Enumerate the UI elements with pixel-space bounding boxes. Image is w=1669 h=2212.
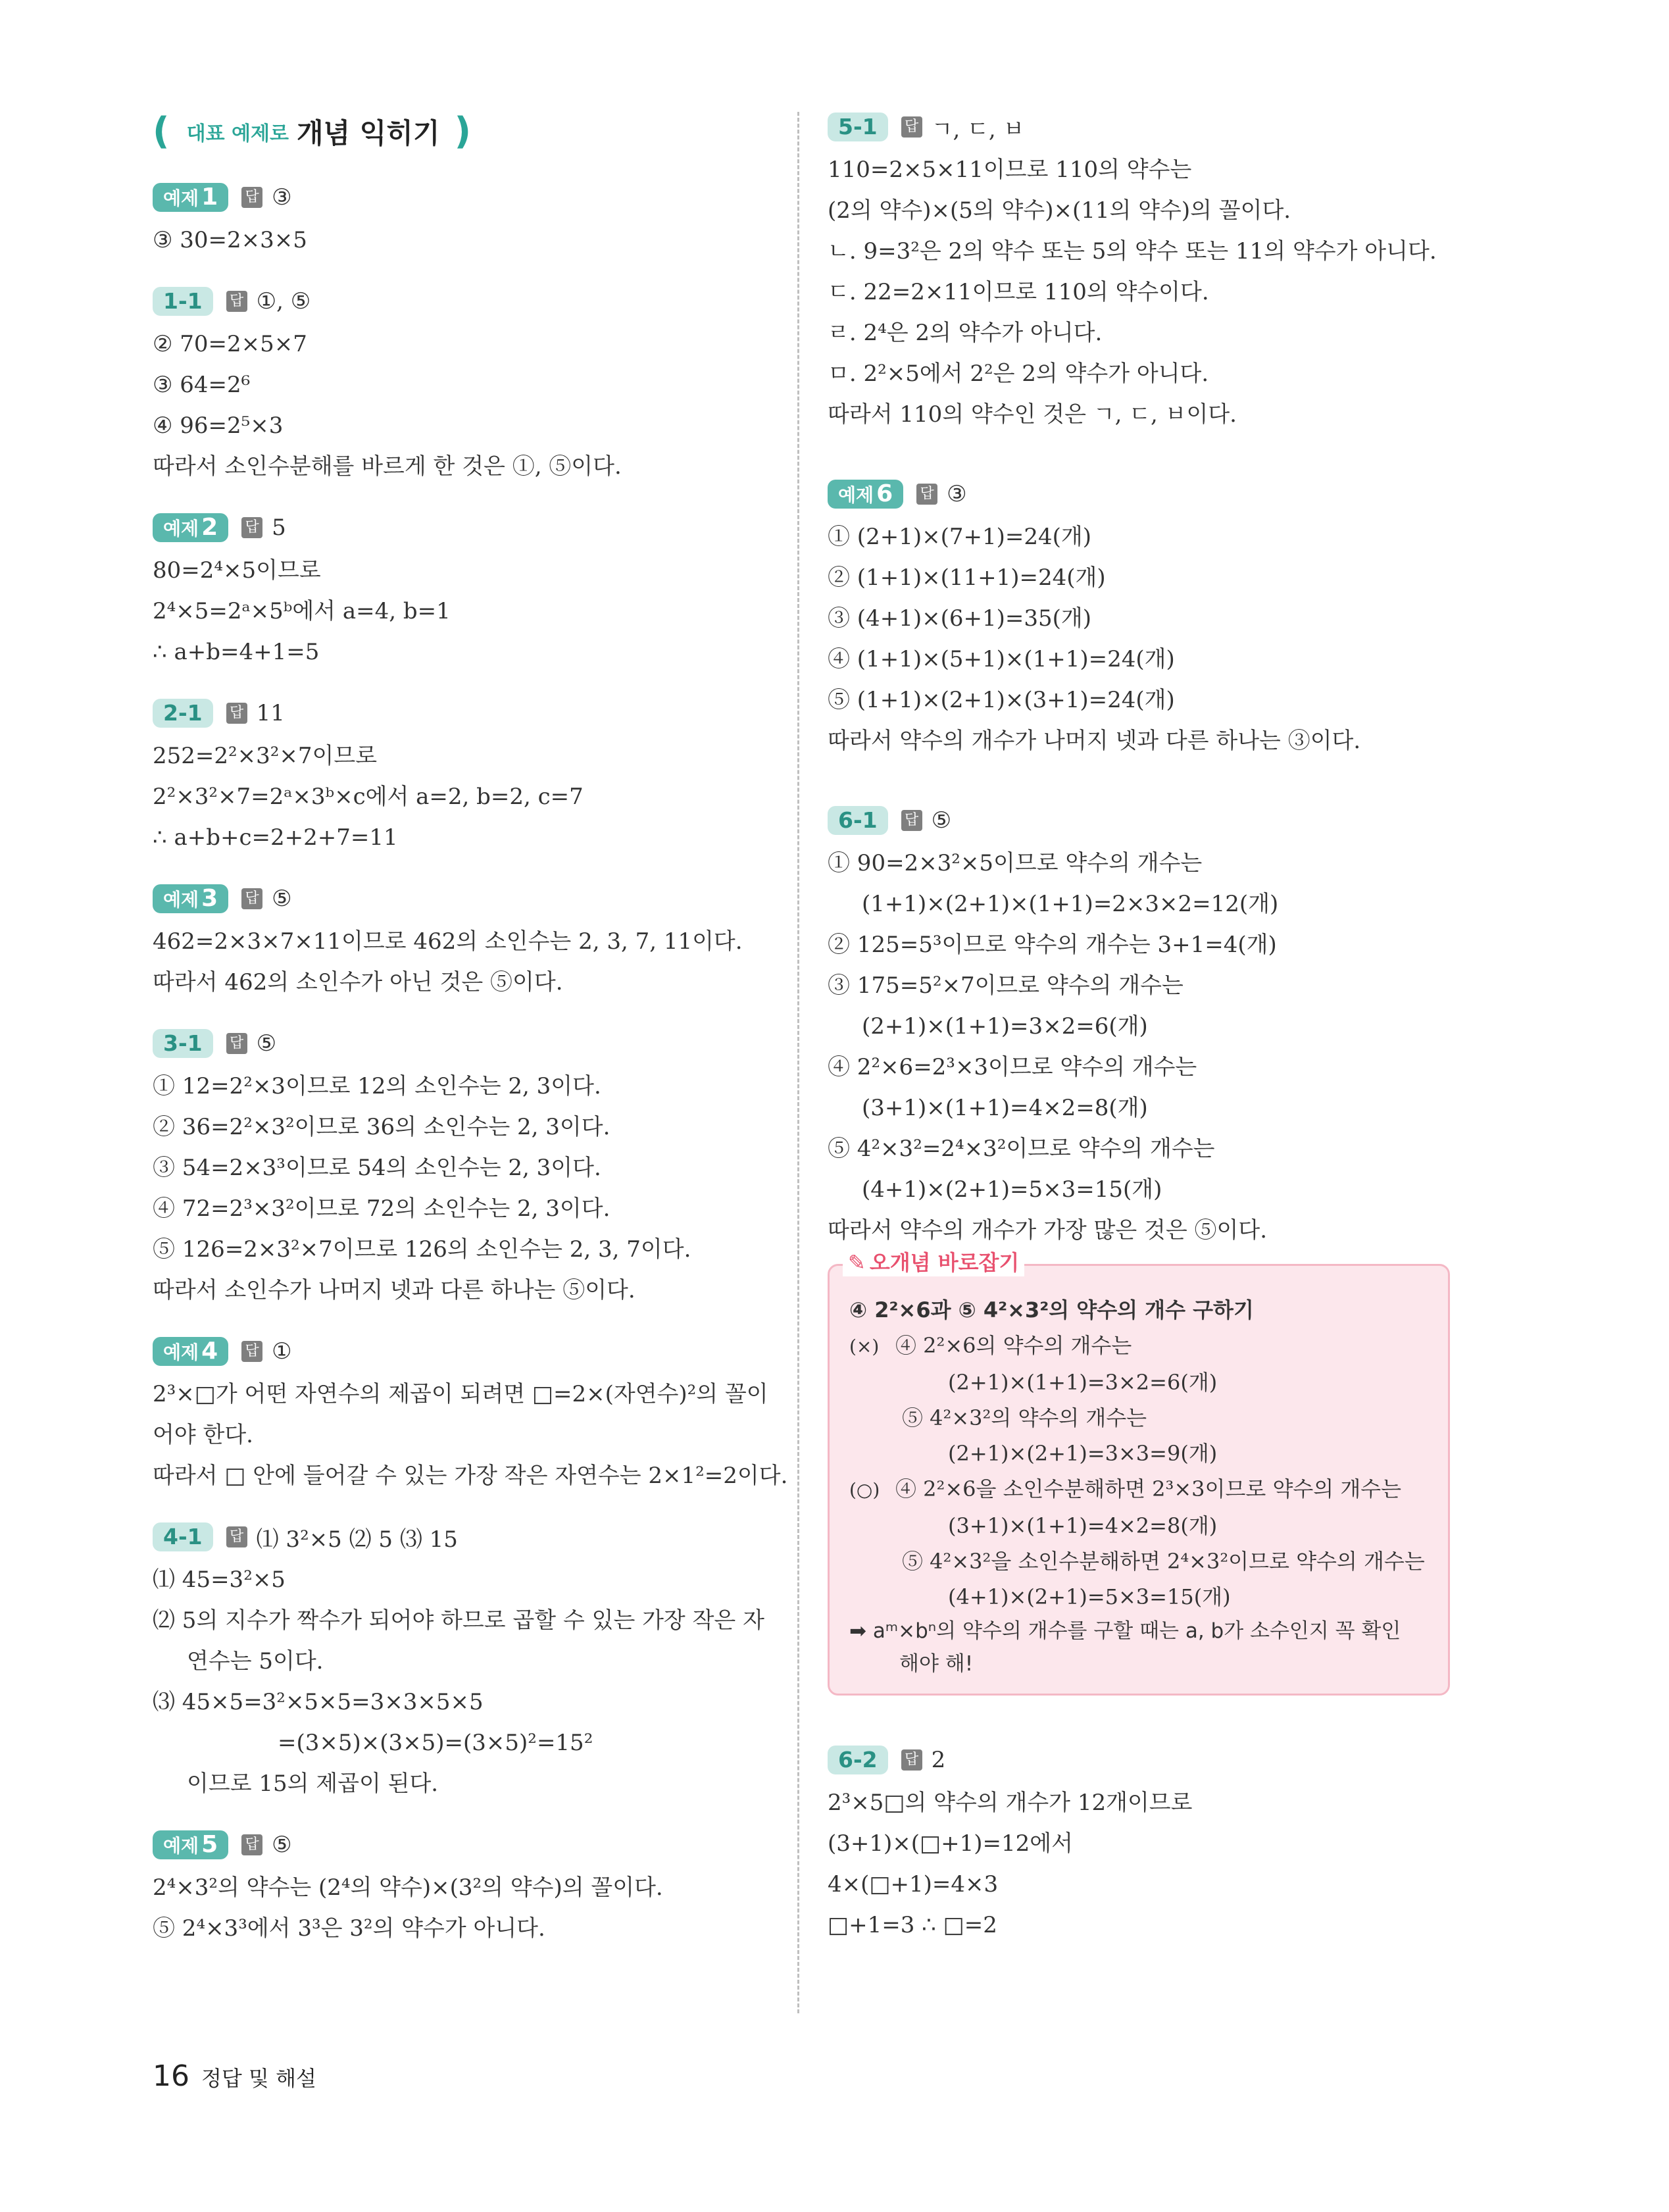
page-title: 정답 및 해설	[201, 2066, 316, 2091]
answer-row	[828, 109, 1446, 145]
problem-badge	[153, 699, 213, 728]
solution-line: 462=2×3×7×11이므로 462의 소인수는 2, 3, 7, 11이다.	[153, 928, 743, 955]
misconception-text: (2+1)×(2+1)=3×3=9(개)	[948, 1441, 1218, 1466]
answer-value: 5	[272, 515, 286, 541]
answer-row	[153, 509, 778, 546]
solution-line: ㄹ. 2⁴은 2의 약수가 아니다.	[828, 320, 1103, 346]
problem-badge	[153, 1522, 213, 1551]
solution-line: ④ 2²×6=2³×3이므로 약수의 개수는	[828, 1054, 1197, 1080]
answer-section	[153, 1025, 778, 1311]
problem-badge-label: 6-2	[838, 1747, 878, 1772]
problem-number: 6	[876, 480, 893, 507]
answer-value: 2	[931, 1747, 946, 1773]
solution-line: 110=2×5×11이므로 110의 약수는	[828, 157, 1192, 183]
answer-section	[153, 509, 778, 672]
problem-badge	[828, 1746, 888, 1774]
misconception-line	[849, 1328, 1428, 1365]
answer-row	[153, 283, 778, 320]
problem-badge	[153, 1337, 228, 1366]
misconception-box	[828, 1250, 1450, 1696]
solution-line: 어야 한다.	[153, 1422, 253, 1448]
misconception-text: (3+1)×(1+1)=4×2=8(개)	[948, 1513, 1218, 1538]
solution-line: (2의 약수)×(5의 약수)×(11의 약수)의 꼴이다.	[828, 197, 1291, 224]
problem-badge-label: 5-1	[838, 114, 878, 139]
solution-line: (2+1)×(1+1)=3×2=6(개)	[862, 1013, 1148, 1040]
answer-label-icon: 답	[241, 1834, 262, 1855]
answer-label-icon: 답	[901, 810, 922, 831]
problem-badge	[153, 1029, 213, 1058]
solution-line: ③ (4+1)×(6+1)=35(개)	[828, 605, 1091, 632]
solution-line: ⑤ 4²×3²=2⁴×3²이므로 약수의 개수는	[828, 1136, 1215, 1162]
solution-line: ③ 175=5²×7이므로 약수의 개수는	[828, 972, 1183, 999]
solution-line: ⑴ 45=3²×5	[153, 1567, 286, 1593]
problem-badge	[153, 513, 228, 542]
problem-badge-label: 예제	[838, 484, 874, 506]
problem-number: 1	[201, 184, 218, 211]
answer-section	[828, 476, 1446, 761]
problem-badge-label: 2-1	[163, 700, 203, 726]
page-footer	[153, 2059, 316, 2093]
answer-section	[153, 695, 778, 858]
answer-row	[153, 695, 778, 732]
misconception-note-cont: 해야 해!	[899, 1652, 974, 1676]
solution-line: ② 36=2²×3²이므로 36의 소인수는 2, 3이다.	[153, 1114, 610, 1140]
solution-line: 4×(□+1)=4×3	[828, 1871, 999, 1898]
problem-badge-label: 예제	[163, 1835, 199, 1857]
answer-value: ㄱ, ㄷ, ㅂ	[931, 116, 1025, 143]
answer-section	[153, 1519, 778, 1804]
answer-label-icon: 답	[241, 888, 262, 909]
problem-badge-label: 1-1	[163, 288, 203, 314]
solution-line: ③ 64=2⁶	[153, 372, 251, 398]
answer-label-icon: 답	[241, 1341, 262, 1362]
misconception-line	[849, 1579, 1428, 1615]
right-sections	[828, 109, 1446, 1251]
solution-line: ② 70=2×5×7	[153, 331, 307, 357]
answer-label-icon: 답	[226, 1526, 247, 1547]
solution-line: 이므로 15의 제곱이 된다.	[187, 1771, 439, 1797]
answer-value: ⑤	[931, 807, 952, 834]
solution-line: ① (2+1)×(7+1)=24(개)	[828, 524, 1091, 550]
page-number: 16	[153, 2059, 189, 2093]
solution-line: 연수는 5이다.	[187, 1648, 324, 1674]
answer-row	[153, 179, 778, 216]
misconception-line	[849, 1508, 1428, 1544]
misconception-mark: (×)	[849, 1336, 880, 1357]
solution-line: (3+1)×(□+1)=12에서	[828, 1830, 1073, 1857]
answer-label-icon: 답	[901, 116, 922, 138]
header-title: 개념 익히기	[296, 117, 440, 149]
solution-line: 따라서 소인수분해를 바르게 한 것은 ①, ⑤이다.	[153, 453, 622, 480]
solution-line: 80=2⁴×5이므로	[153, 557, 321, 584]
answer-row	[153, 1826, 778, 1863]
solution-line: ④ (1+1)×(5+1)×(1+1)=24(개)	[828, 646, 1175, 672]
solution-line: 따라서 약수의 개수가 나머지 넷과 다른 하나는 ③이다.	[828, 728, 1361, 754]
problem-badge	[153, 1830, 228, 1859]
answer-section	[828, 1742, 1446, 1946]
left-column	[153, 99, 788, 1949]
solution-line: 따라서 □ 안에 들어갈 수 있는 가장 작은 자연수는 2×1²=2이다.	[153, 1463, 788, 1489]
problem-badge	[153, 183, 228, 212]
misconception-line	[849, 1471, 1428, 1508]
solution-line: ∴ a+b=4+1=5	[153, 639, 320, 665]
misconception-note: ➡ aᵐ×bⁿ의 약수의 개수를 구할 때는 a, b가 소수인지 꼭 확인	[849, 1619, 1401, 1643]
bracket-open-icon: (	[153, 110, 170, 153]
answer-value: ③	[947, 481, 967, 507]
problem-badge-label: 예제	[163, 518, 199, 540]
answer-label-icon: 답	[226, 1033, 247, 1054]
problem-number: 3	[201, 885, 218, 912]
problem-number: 2	[201, 514, 218, 541]
problem-number: 5	[201, 1831, 218, 1858]
answer-section	[828, 802, 1446, 1251]
problem-badge	[828, 480, 903, 509]
misconception-title: ④ 2²×6과 ⑤ 4²×3²의 약수의 개수 구하기	[849, 1297, 1254, 1322]
answer-section	[153, 1333, 788, 1496]
problem-badge-label: 예제	[163, 188, 199, 209]
solution-line: ① 90=2×3²×5이므로 약수의 개수는	[828, 850, 1203, 876]
answer-section	[153, 179, 778, 261]
misconception-line	[849, 1544, 1428, 1579]
problem-badge-label: 4-1	[163, 1524, 203, 1549]
solution-line: ⑤ (1+1)×(2+1)×(3+1)=24(개)	[828, 687, 1175, 713]
answer-label-icon: 답	[226, 703, 247, 724]
answer-row	[153, 1519, 778, 1555]
solution-line: ③ 54=2×3³이므로 54의 소인수는 2, 3이다.	[153, 1155, 601, 1181]
section-header	[153, 99, 778, 164]
misconception-line	[849, 1436, 1428, 1471]
answer-value: ⑤	[256, 1030, 277, 1057]
solution-line: ∴ a+b+c=2+2+7=11	[153, 824, 398, 851]
misconception-text: ④ 2²×6을 소인수분해하면 2³×3이므로 약수의 개수는	[895, 1476, 1402, 1501]
problem-badge	[828, 806, 888, 835]
answer-section	[828, 109, 1446, 435]
answer-value: ⑴ 3²×5 ⑵ 5 ⑶ 15	[256, 1526, 458, 1553]
problem-badge-label: 6-1	[838, 807, 878, 833]
solution-line: ⑤ 126=2×3²×7이므로 126의 소인수는 2, 3, 7이다.	[153, 1236, 691, 1263]
solution-line: (3+1)×(1+1)=4×2=8(개)	[862, 1095, 1148, 1121]
problem-badge-label: 예제	[163, 889, 199, 911]
section-6-2	[828, 1742, 1446, 1946]
solution-line: 따라서 약수의 개수가 가장 많은 것은 ⑤이다.	[828, 1217, 1267, 1244]
solution-line: 2³×5□의 약수의 개수가 12개이므로	[828, 1790, 1193, 1816]
solution-line: =(3×5)×(3×5)=(3×5)²=15²	[278, 1730, 593, 1756]
misconception-text: (4+1)×(2+1)=5×3=15(개)	[948, 1584, 1231, 1609]
solution-line: 따라서 462의 소인수가 아닌 것은 ⑤이다.	[153, 969, 563, 995]
answer-label-icon: 답	[226, 291, 247, 312]
bracket-close-icon: )	[454, 110, 472, 153]
solution-line: ㅁ. 2²×5에서 2²은 2의 약수가 아니다.	[828, 361, 1209, 387]
answer-row	[828, 1742, 1446, 1778]
problem-badge	[153, 287, 213, 316]
solution-line: 따라서 소인수가 나머지 넷과 다른 하나는 ⑤이다.	[153, 1277, 635, 1303]
right-column	[828, 109, 1446, 1946]
solution-line: ㄴ. 9=3²은 2의 약수 또는 5의 약수 또는 11의 약수가 아니다.	[828, 238, 1437, 264]
answer-value: ①	[272, 1338, 292, 1365]
answer-section	[153, 880, 778, 1003]
solution-line: 따라서 110의 약수인 것은 ㄱ, ㄷ, ㅂ이다.	[828, 401, 1237, 428]
answer-label-icon: 답	[901, 1749, 922, 1771]
misconception-lines	[849, 1328, 1428, 1615]
misconception-tag-label: 오개념 바로잡기	[869, 1250, 1020, 1275]
problem-badge	[828, 113, 888, 141]
answer-section	[153, 1826, 778, 1949]
solution-line: ② (1+1)×(11+1)=24(개)	[828, 565, 1106, 591]
solution-line: ① 12=2²×3이므로 12의 소인수는 2, 3이다.	[153, 1073, 601, 1099]
solution-line: ⑤ 2⁴×3³에서 3³은 3²의 약수가 아니다.	[153, 1915, 545, 1942]
misconception-line	[849, 1365, 1428, 1400]
answer-value: ③	[272, 184, 292, 211]
solution-line: ② 125=5³이므로 약수의 개수는 3+1=4(개)	[828, 932, 1277, 958]
solution-line: (1+1)×(2+1)×(1+1)=2×3×2=12(개)	[862, 891, 1279, 917]
left-sections	[153, 179, 788, 1949]
problem-badge-label: 예제	[163, 1342, 199, 1363]
pencil-icon: ✎	[848, 1250, 866, 1275]
solution-line: 252=2²×3²×7이므로	[153, 743, 378, 769]
problem-badge-label: 3-1	[163, 1030, 203, 1056]
misconception-text: ④ 2²×6의 약수의 개수는	[895, 1333, 1132, 1358]
answer-row	[828, 802, 1446, 839]
solution-line: ③ 30=2×3×5	[153, 227, 307, 253]
misconception-tag	[843, 1246, 1024, 1276]
column-divider	[797, 112, 799, 2013]
answer-value: ⑤	[272, 886, 292, 912]
misconception-line	[849, 1400, 1428, 1436]
problem-number: 4	[201, 1338, 218, 1365]
header-small: 대표 예제로	[186, 122, 289, 145]
solution-line: 2²×3²×7=2ᵃ×3ᵇ×c에서 a=2, b=2, c=7	[153, 784, 584, 810]
answer-row	[153, 1025, 778, 1062]
solution-line: ㄷ. 22=2×11이므로 110의 약수이다.	[828, 279, 1209, 305]
solution-line: ④ 96=2⁵×3	[153, 413, 284, 439]
answer-row	[828, 476, 1446, 513]
misconception-text: ⑤ 4²×3²의 약수의 개수는	[902, 1405, 1147, 1430]
problem-badge	[153, 884, 228, 913]
answer-section	[153, 283, 778, 487]
solution-line: 2³×□가 어떤 자연수의 제곱이 되려면 □=2×(자연수)²의 꼴이	[153, 1381, 768, 1407]
solution-line: ⑶ 45×5=3²×5×5=3×3×5×5	[153, 1689, 484, 1715]
answer-value: ⑤	[272, 1832, 292, 1858]
answer-value: 11	[256, 700, 285, 726]
answer-row	[153, 1333, 778, 1370]
answer-label-icon: 답	[241, 517, 262, 538]
solution-line: ⑵ 5의 지수가 짝수가 되어야 하므로 곱할 수 있는 가장 작은 자	[153, 1607, 764, 1634]
answer-value: ①, ⑤	[256, 288, 311, 314]
misconception-text: (2+1)×(1+1)=3×2=6(개)	[948, 1370, 1218, 1395]
misconception-mark: (○)	[849, 1479, 880, 1501]
answer-row	[153, 880, 778, 917]
solution-line: 2⁴×3²의 약수는 (2⁴의 약수)×(3²의 약수)의 꼴이다.	[153, 1874, 663, 1901]
solution-line: 2⁴×5=2ᵃ×5ᵇ에서 a=4, b=1	[153, 598, 451, 624]
solution-line: ④ 72=2³×3²이므로 72의 소인수는 2, 3이다.	[153, 1195, 610, 1222]
solution-line: (4+1)×(2+1)=5×3=15(개)	[862, 1176, 1162, 1203]
solution-line: □+1=3 ∴ □=2	[828, 1912, 997, 1938]
answer-label-icon: 답	[916, 484, 937, 505]
misconception-text: ⑤ 4²×3²을 소인수분해하면 2⁴×3²이므로 약수의 개수는	[902, 1549, 1425, 1574]
answer-label-icon: 답	[241, 187, 262, 208]
